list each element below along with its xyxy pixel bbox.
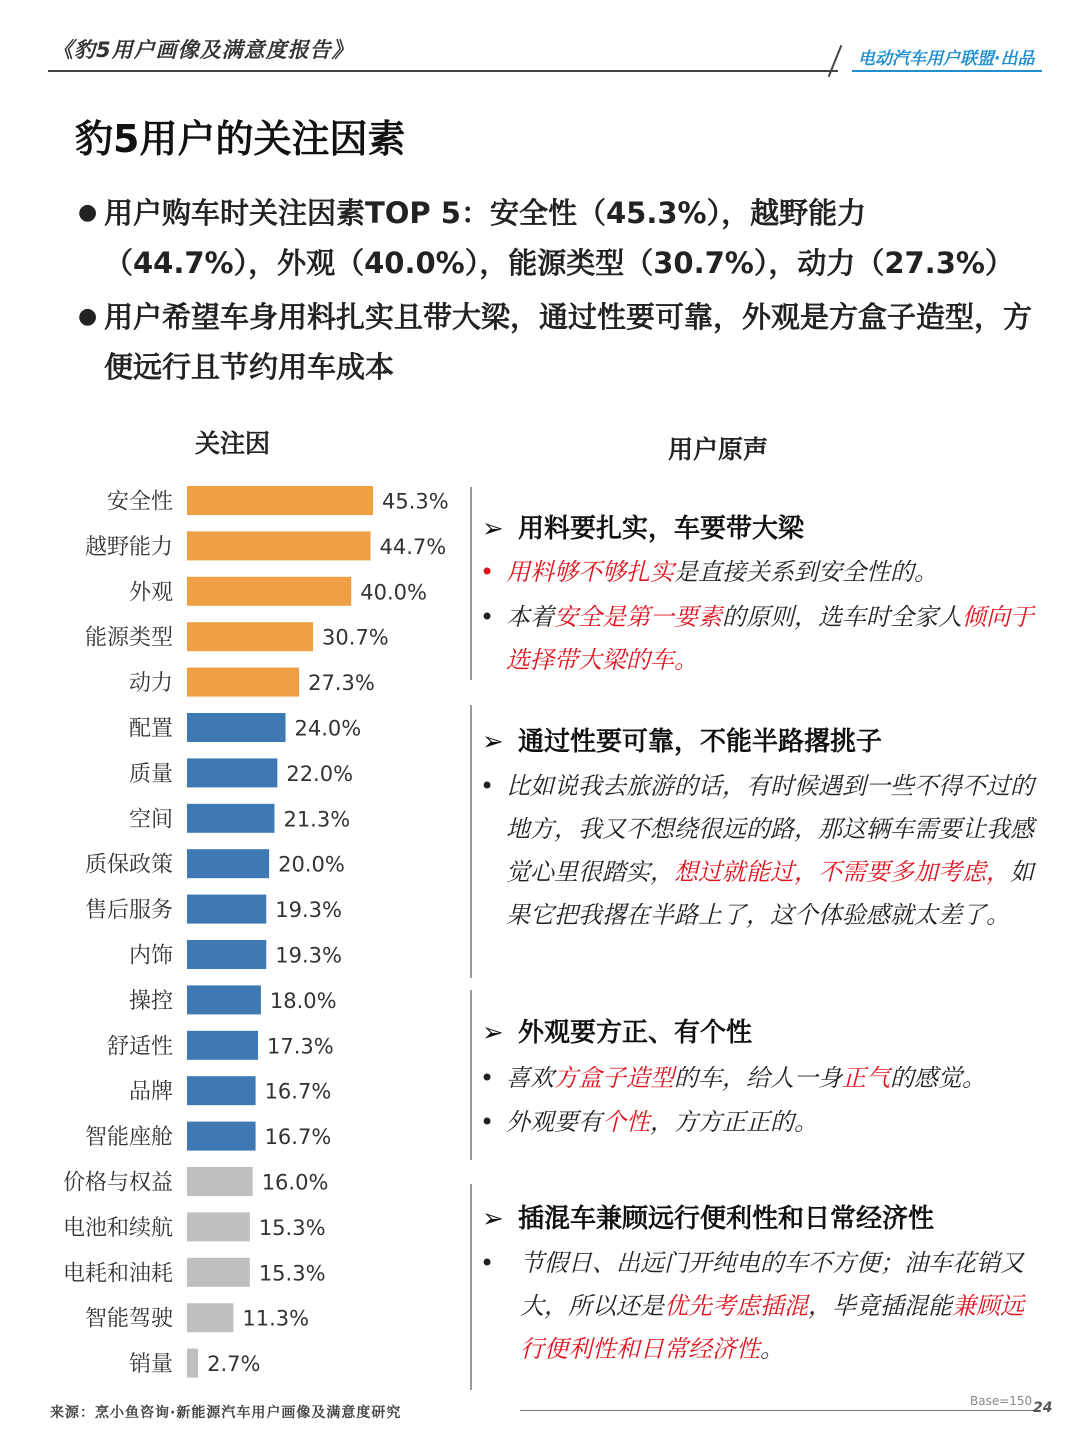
category-label: 销量: [128, 1352, 173, 1378]
bar: [187, 895, 266, 924]
value-label: 18.0%: [269, 988, 337, 1013]
category-label: 质保政策: [84, 852, 173, 878]
category-label: 价格与权益: [62, 1170, 173, 1196]
finding-bullet: [78, 292, 1038, 392]
highlight-text: 兼顾远行便利性和日常经济性: [520, 1292, 1024, 1363]
bar: [187, 940, 266, 969]
category-label: 售后服务: [84, 898, 173, 924]
arrow-icon: ➢: [482, 1018, 504, 1048]
quote-text: 本着: [506, 603, 554, 631]
page-title: 豹5用户的关注因素: [75, 117, 406, 161]
bar: [187, 1303, 233, 1332]
category-label: 安全性: [106, 489, 173, 515]
value-label: 19.3%: [275, 898, 342, 923]
value-label: 16.0%: [261, 1170, 329, 1195]
quote-text: 是直接关系到安全性的。: [674, 558, 938, 586]
voice-heading: [482, 508, 804, 545]
quote-text: 比如说我去旅游的话，有时候遇到一些不得不过的地方，我又不想绕很远的路，那这辆车需要让我感觉心里很踏实，: [506, 772, 1034, 886]
page-number: 24: [1033, 1400, 1053, 1416]
source-note: 来源：烹小鱼咨询·新能源汽车用户画像及满意度研究: [50, 1405, 402, 1421]
category-label: 越野能力: [84, 534, 173, 560]
quote-text: 的原则，选车时全家人: [722, 603, 962, 631]
quote-text: 。: [760, 1335, 784, 1363]
highlight-text: 倾向于选择带大梁的车。: [506, 603, 1034, 674]
value-label: 22.0%: [286, 761, 354, 786]
voice-divider: [470, 487, 472, 680]
quote-text: 的感觉。: [890, 1064, 986, 1092]
value-label: 11.3%: [242, 1306, 310, 1331]
voice-heading: [482, 721, 882, 758]
quote-text: 外观要有: [506, 1108, 602, 1136]
value-label: 27.3%: [308, 671, 375, 696]
highlight-text: 正气: [842, 1064, 890, 1092]
category-label: 质量: [128, 761, 173, 787]
arrow-icon: ➢: [482, 1204, 504, 1234]
voice-heading-text: 外观要方正、有个性: [518, 1018, 753, 1048]
value-label: 30.7%: [322, 625, 389, 650]
highlight-text: 用料够不够扎实: [506, 558, 674, 586]
voice-quote: [478, 1057, 1038, 1100]
bullet-icon: •: [480, 558, 495, 586]
value-label: 17.3%: [267, 1034, 334, 1059]
category-label: 智能座舱: [84, 1125, 173, 1151]
base-note: Base=150: [970, 1394, 1033, 1408]
bar: [187, 985, 261, 1014]
category-label: 电耗和油耗: [62, 1261, 173, 1287]
bullet-icon: •: [480, 603, 495, 631]
voice-section-title: 用户原声: [668, 435, 769, 464]
category-label: 内饰: [128, 943, 173, 969]
quote-text: 喜欢: [506, 1064, 554, 1092]
bar: [187, 804, 274, 833]
voice-divider: [470, 705, 472, 978]
value-label: 21.3%: [283, 807, 351, 832]
voice-heading-text: 通过性要可靠，不能半路撂挑子: [518, 727, 883, 757]
voice-quote: [478, 765, 1038, 937]
value-label: 2.7%: [207, 1352, 261, 1377]
category-label: 智能驾驶: [84, 1306, 173, 1332]
quote-text: ，方方正正的。: [650, 1108, 818, 1136]
value-label: 19.3%: [275, 943, 342, 968]
category-label: 能源类型: [84, 625, 173, 651]
category-label: 电池和续航: [62, 1215, 173, 1241]
voice-quote: [478, 551, 1038, 594]
category-label: 动力: [128, 671, 173, 697]
bar: [187, 713, 286, 742]
bar: [187, 1031, 258, 1060]
header-slash-divider: [828, 45, 843, 77]
quote-text: 如果它把我撂在半路上了，这个体验感就太差了。: [506, 858, 1034, 929]
voice-heading: [482, 1198, 934, 1235]
category-label: 操控: [128, 988, 173, 1014]
voice-divider: [470, 990, 472, 1160]
bullet-icon: •: [480, 1064, 495, 1092]
key-findings: [78, 188, 1038, 396]
voice-heading: [482, 1012, 752, 1049]
quote-text: 节假日、出远门开纯电的车不方便；油车花销又大，所以还是: [520, 1249, 1024, 1320]
bar: [187, 1167, 253, 1196]
voice-heading-text: 用料要扎实，车要带大梁: [518, 514, 805, 544]
chart-title: 关注因: [195, 429, 271, 458]
value-label: 15.3%: [258, 1261, 326, 1286]
value-label: 40.0%: [360, 580, 427, 605]
header-divider: [48, 70, 838, 72]
voice-quote: [478, 1101, 1038, 1144]
attention-factors-bar-chart: [0, 470, 470, 1390]
bar: [187, 622, 313, 651]
bar: [187, 486, 373, 515]
bullet-icon: •: [480, 772, 495, 800]
footer-divider: [520, 1410, 1040, 1411]
bar: [187, 1122, 256, 1151]
voice-heading-text: 插混车兼顾远行便利性和日常经济性: [518, 1204, 935, 1234]
voice-divider: [470, 1184, 472, 1390]
bullet-icon: •: [480, 1108, 495, 1136]
value-label: 15.3%: [258, 1215, 326, 1240]
value-label: 45.3%: [382, 489, 449, 514]
finding-bullet: [78, 188, 1038, 288]
category-label: 舒适性: [106, 1034, 173, 1060]
report-title: 《豹5用户画像及满意度报告》: [52, 38, 354, 62]
finding-text: ● 用户希望车身用料扎实且带大梁，通过性要可靠，外观是方盒子造型，方便远行且节约用车成本: [104, 300, 1033, 384]
highlight-text: 方盒子造型: [554, 1064, 674, 1092]
value-label: 16.7%: [264, 1125, 332, 1150]
publisher-underline: [852, 70, 1042, 72]
quote-text: ，毕竟插混能: [808, 1292, 952, 1320]
bar: [187, 758, 277, 787]
highlight-text: 想过就能过，不需要多加考虑，: [674, 858, 1010, 886]
finding-text: ● 用户购车时关注因素TOP 5：安全性（45.3%），越野能力（44.7%），外观（40.0%），能源类型（30.7%），动力（27.3%）: [104, 196, 1014, 280]
category-label: 空间: [128, 807, 173, 833]
bar: [187, 1258, 250, 1287]
arrow-icon: ➢: [482, 514, 504, 544]
value-label: 20.0%: [278, 852, 345, 877]
category-label: 外观: [128, 580, 173, 606]
bullet-icon: •: [480, 1249, 495, 1277]
category-label: 品牌: [128, 1079, 173, 1105]
bar: [187, 1349, 198, 1378]
value-label: 44.7%: [379, 534, 447, 559]
voice-quote: [478, 1242, 1038, 1371]
voice-quote: [478, 596, 1038, 682]
bar: [187, 1076, 256, 1105]
bar: [187, 668, 299, 697]
category-label: 配置: [128, 716, 173, 742]
highlight-text: 安全是第一要素: [554, 603, 722, 631]
quote-text: 的车，给人一身: [674, 1064, 842, 1092]
bar: [187, 531, 371, 560]
arrow-icon: ➢: [482, 727, 504, 757]
value-label: 16.7%: [264, 1079, 332, 1104]
bar: [187, 1212, 250, 1241]
bar: [187, 577, 351, 606]
highlight-text: 个性: [602, 1108, 650, 1136]
highlight-text: 优先考虑插混: [664, 1292, 808, 1320]
value-label: 24.0%: [294, 716, 362, 741]
publisher-label: 电动汽车用户联盟·出品: [858, 49, 1035, 69]
bar: [187, 849, 269, 878]
